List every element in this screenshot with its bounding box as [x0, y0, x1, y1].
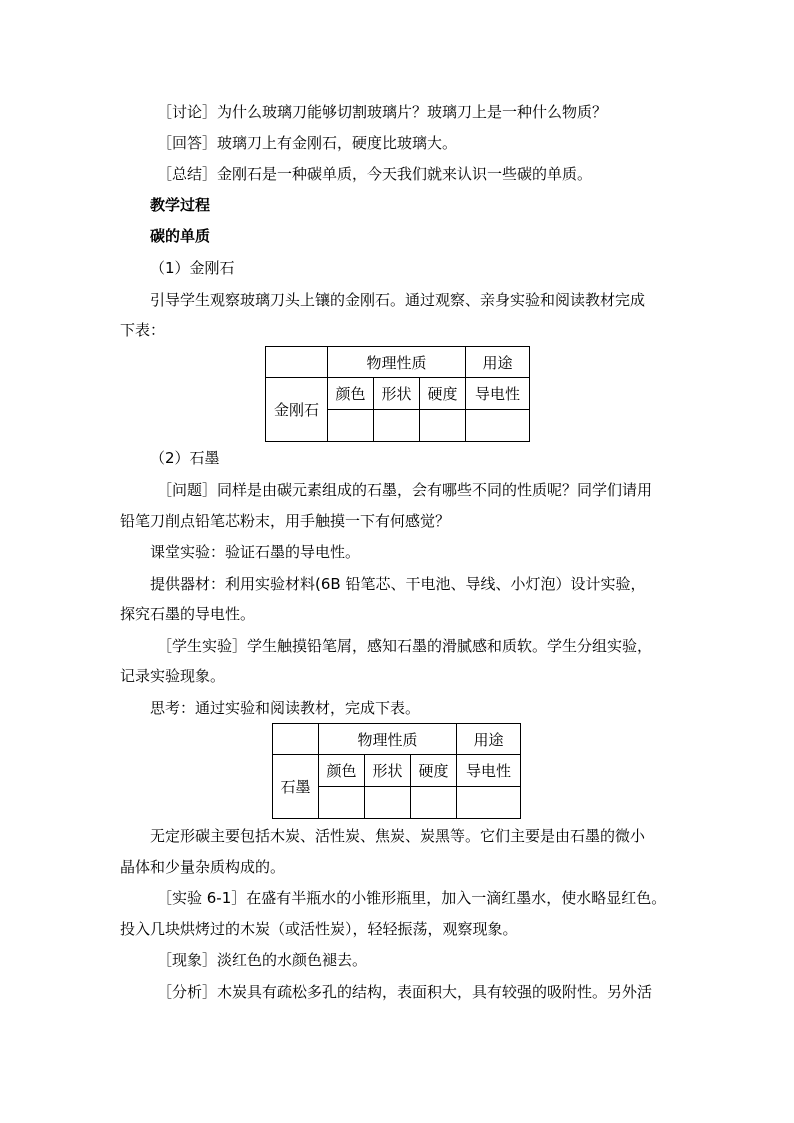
- table-header-physical-properties: 物理性质: [319, 724, 457, 755]
- student-experiment-paragraph-line1: ［学生实验］学生触摸铅笔屑，感知石墨的滑腻感和质软。学生分组实验，: [157, 637, 653, 655]
- table-cell-empty: [374, 410, 420, 442]
- table-col-hardness: 硬度: [411, 755, 457, 787]
- table-header-uses: 用途: [466, 347, 530, 378]
- table-cell-empty: [457, 787, 521, 819]
- table-col-color: 颜色: [328, 378, 374, 410]
- subheading-diamond: （1）金刚石: [150, 259, 235, 277]
- answer-paragraph: ［回答］玻璃刀上有金刚石，硬度比玻璃大。: [157, 134, 458, 152]
- equipment-paragraph-line1: 提供器材：利用实验材料(6B 铅笔芯、干电池、导线、小灯泡）设计实验，: [150, 575, 646, 593]
- table-header-physical-properties: 物理性质: [328, 347, 466, 378]
- table-col-conductivity: 导电性: [466, 378, 530, 410]
- experiment-6-1-paragraph-line2: 投入几块烘烤过的木炭（或活性炭），轻轻振荡，观察现象。: [120, 920, 518, 938]
- amorphous-carbon-paragraph-line1: 无定形碳主要包括木炭、活性炭、焦炭、炭黑等。它们主要是由石墨的微小: [150, 827, 646, 845]
- heading-teaching-process: 教学过程: [150, 196, 211, 214]
- table-header-uses: 用途: [457, 724, 521, 755]
- graphite-properties-table: [272, 723, 521, 819]
- diamond-properties-table: [265, 346, 530, 442]
- question-paragraph-line2: 铅笔刀削点铅笔芯粉末，用手触摸一下有何感觉？: [120, 512, 451, 530]
- question-paragraph-line1: ［问题］同样是由碳元素组成的石墨，会有哪些不同的性质呢？同学们请用: [157, 481, 653, 499]
- table-col-conductivity: 导电性: [457, 755, 521, 787]
- thinking-paragraph: 思考：通过实验和阅读教材，完成下表。: [150, 699, 421, 717]
- table-col-color: 颜色: [319, 755, 365, 787]
- equipment-paragraph-line2: 探究石墨的导电性。: [120, 605, 256, 623]
- discussion-paragraph: ［讨论］为什么玻璃刀能够切割玻璃片？玻璃刀上是一种什么物质？: [157, 103, 608, 121]
- table-row-label-diamond: 金刚石: [266, 378, 328, 442]
- table-cell-empty: [365, 787, 411, 819]
- summary-paragraph: ［总结］金刚石是一种碳单质，今天我们就来认识一些碳的单质。: [157, 165, 593, 183]
- table-row-label-graphite: 石墨: [273, 755, 319, 819]
- analysis-paragraph: ［分析］木炭具有疏松多孔的结构，表面积大，具有较强的吸附性。另外活: [157, 983, 653, 1001]
- table-col-shape: 形状: [374, 378, 420, 410]
- table-col-shape: 形状: [365, 755, 411, 787]
- subheading-graphite: （2）石墨: [150, 449, 220, 467]
- student-experiment-paragraph-line2: 记录实验现象。: [120, 667, 226, 685]
- table-cell-empty: [411, 787, 457, 819]
- table-cell-empty: [328, 410, 374, 442]
- guide-paragraph-line1: 引导学生观察玻璃刀头上镶的金刚石。通过观察、亲身实验和阅读教材完成: [150, 291, 646, 309]
- table-cell-empty: [466, 410, 530, 442]
- class-experiment-paragraph: 课堂实验：验证石墨的导电性。: [150, 543, 361, 561]
- table-cell-empty: [319, 787, 365, 819]
- phenomenon-paragraph: ［现象］淡红色的水颜色褪去。: [157, 951, 368, 969]
- amorphous-carbon-paragraph-line2: 晶体和少量杂质构成的。: [120, 858, 286, 876]
- table-cell-empty: [420, 410, 466, 442]
- table-corner-cell: [273, 724, 319, 755]
- table-corner-cell: [266, 347, 328, 378]
- guide-paragraph-line2: 下表：: [120, 321, 166, 339]
- heading-carbon-elements: 碳的单质: [150, 227, 211, 245]
- experiment-6-1-paragraph-line1: ［实验 6-1］在盛有半瓶水的小锥形瓶里，加入一滴红墨水，使水略显红色。: [157, 889, 667, 907]
- table-col-hardness: 硬度: [420, 378, 466, 410]
